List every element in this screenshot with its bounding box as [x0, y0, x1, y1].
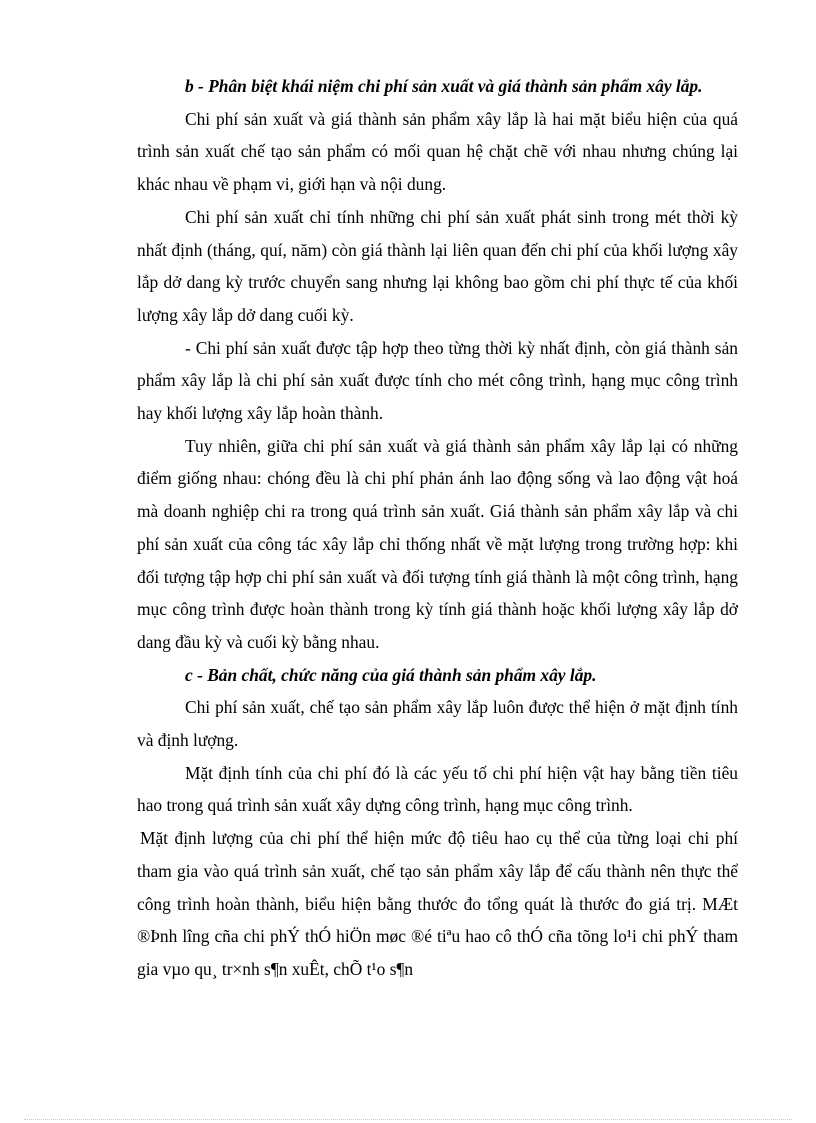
section-heading-c: c - Bản chất, chức năng của giá thành sản phẩm xây lắp.: [185, 664, 597, 685]
paragraph: Chi phí sản xuất chỉ tính những chi phí sản xuất phát sinh trong mét thời kỳ nhất định (tháng, quí, năm) còn giá thành lại liên quan đến chi phí của khối lượng xây lắp dở dang kỳ trước chuyển sang nhưng lại không bao gồm chi phí thực tế của khối lượng xây lắp dở dang cuối kỳ.: [137, 206, 738, 325]
paragraph: Tuy nhiên, giữa chi phí sản xuất và giá thành sản phẩm xây lắp lại có những điểm giống nhau: chóng đều là chi phí phản ánh lao động sống và lao động vật hoá mà doanh nghiệp chi ra trong quá trình sản xuất. Giá thành sản phẩm xây lắp và chi phí sản xuất của công tác xây lắp chỉ thống nhất về mặt lượng trong trường hợp: khi đối tượng tập hợp chi phí sản xuất và đối tượng tính giá thành là một công trình, hạng mục công trình được hoàn thành trong kỳ tính giá thành hoặc khối lượng xây lắp dở dang đầu kỳ và cuối kỳ bằng nhau.: [137, 435, 738, 652]
section-heading-b: b - Phân biệt khái niệm chi phí sản xuất và giá thành sản phẩm xây lắp.: [185, 76, 703, 96]
paragraph: Mặt định tính của chi phí đó là các yếu tố chi phí hiện vật hay bằng tiền tiêu hao trong quá trình sản xuất xây dựng công trình, hạng mục công trình.: [137, 762, 738, 816]
paragraph: Chi phí sản xuất và giá thành sản phẩm xây lắp là hai mặt biểu hiện của quá trình sản xuất chế tạo sản phẩm có mối quan hệ chặt chẽ với nhau nhưng chúng lại khác nhau về phạm vi, giới hạn và nội dung.: [137, 108, 738, 195]
page-body: [137, 70, 738, 986]
page-bottom-divider: [24, 1119, 792, 1120]
paragraph: - Chi phí sản xuất được tập hợp theo từng thời kỳ nhất định, còn giá thành sản phẩm xây lắp là chi phí sản xuất được tính cho mét công trình, hạng mục công trình hay khối lượng xây lắp hoàn thành.: [137, 337, 738, 424]
paragraph-last: Mặt định lượng của chi phí thể hiện mức độ tiêu hao cụ thể của từng loại chi phí tham gia vào quá trình sản xuất, chế tạo sản phẩm xây lắp để cấu thành nên thực thể công trình hoàn thành, biểu hiện bằng thước đo tổng quát là thước đo giá trị. MÆt ®Þnh lîng cña chi phÝ thÓ hiÖn møc ®é tiªu hao cô thÓ cña tõng lo¹i chi phÝ tham gia vµo qu¸ tr×nh s¶n xuÊt, chÕ t¹o s¶n: [137, 828, 738, 979]
paragraph: Chi phí sản xuất, chế tạo sản phẩm xây lắp luôn được thể hiện ở mặt định tính và định lượng.: [137, 697, 738, 751]
